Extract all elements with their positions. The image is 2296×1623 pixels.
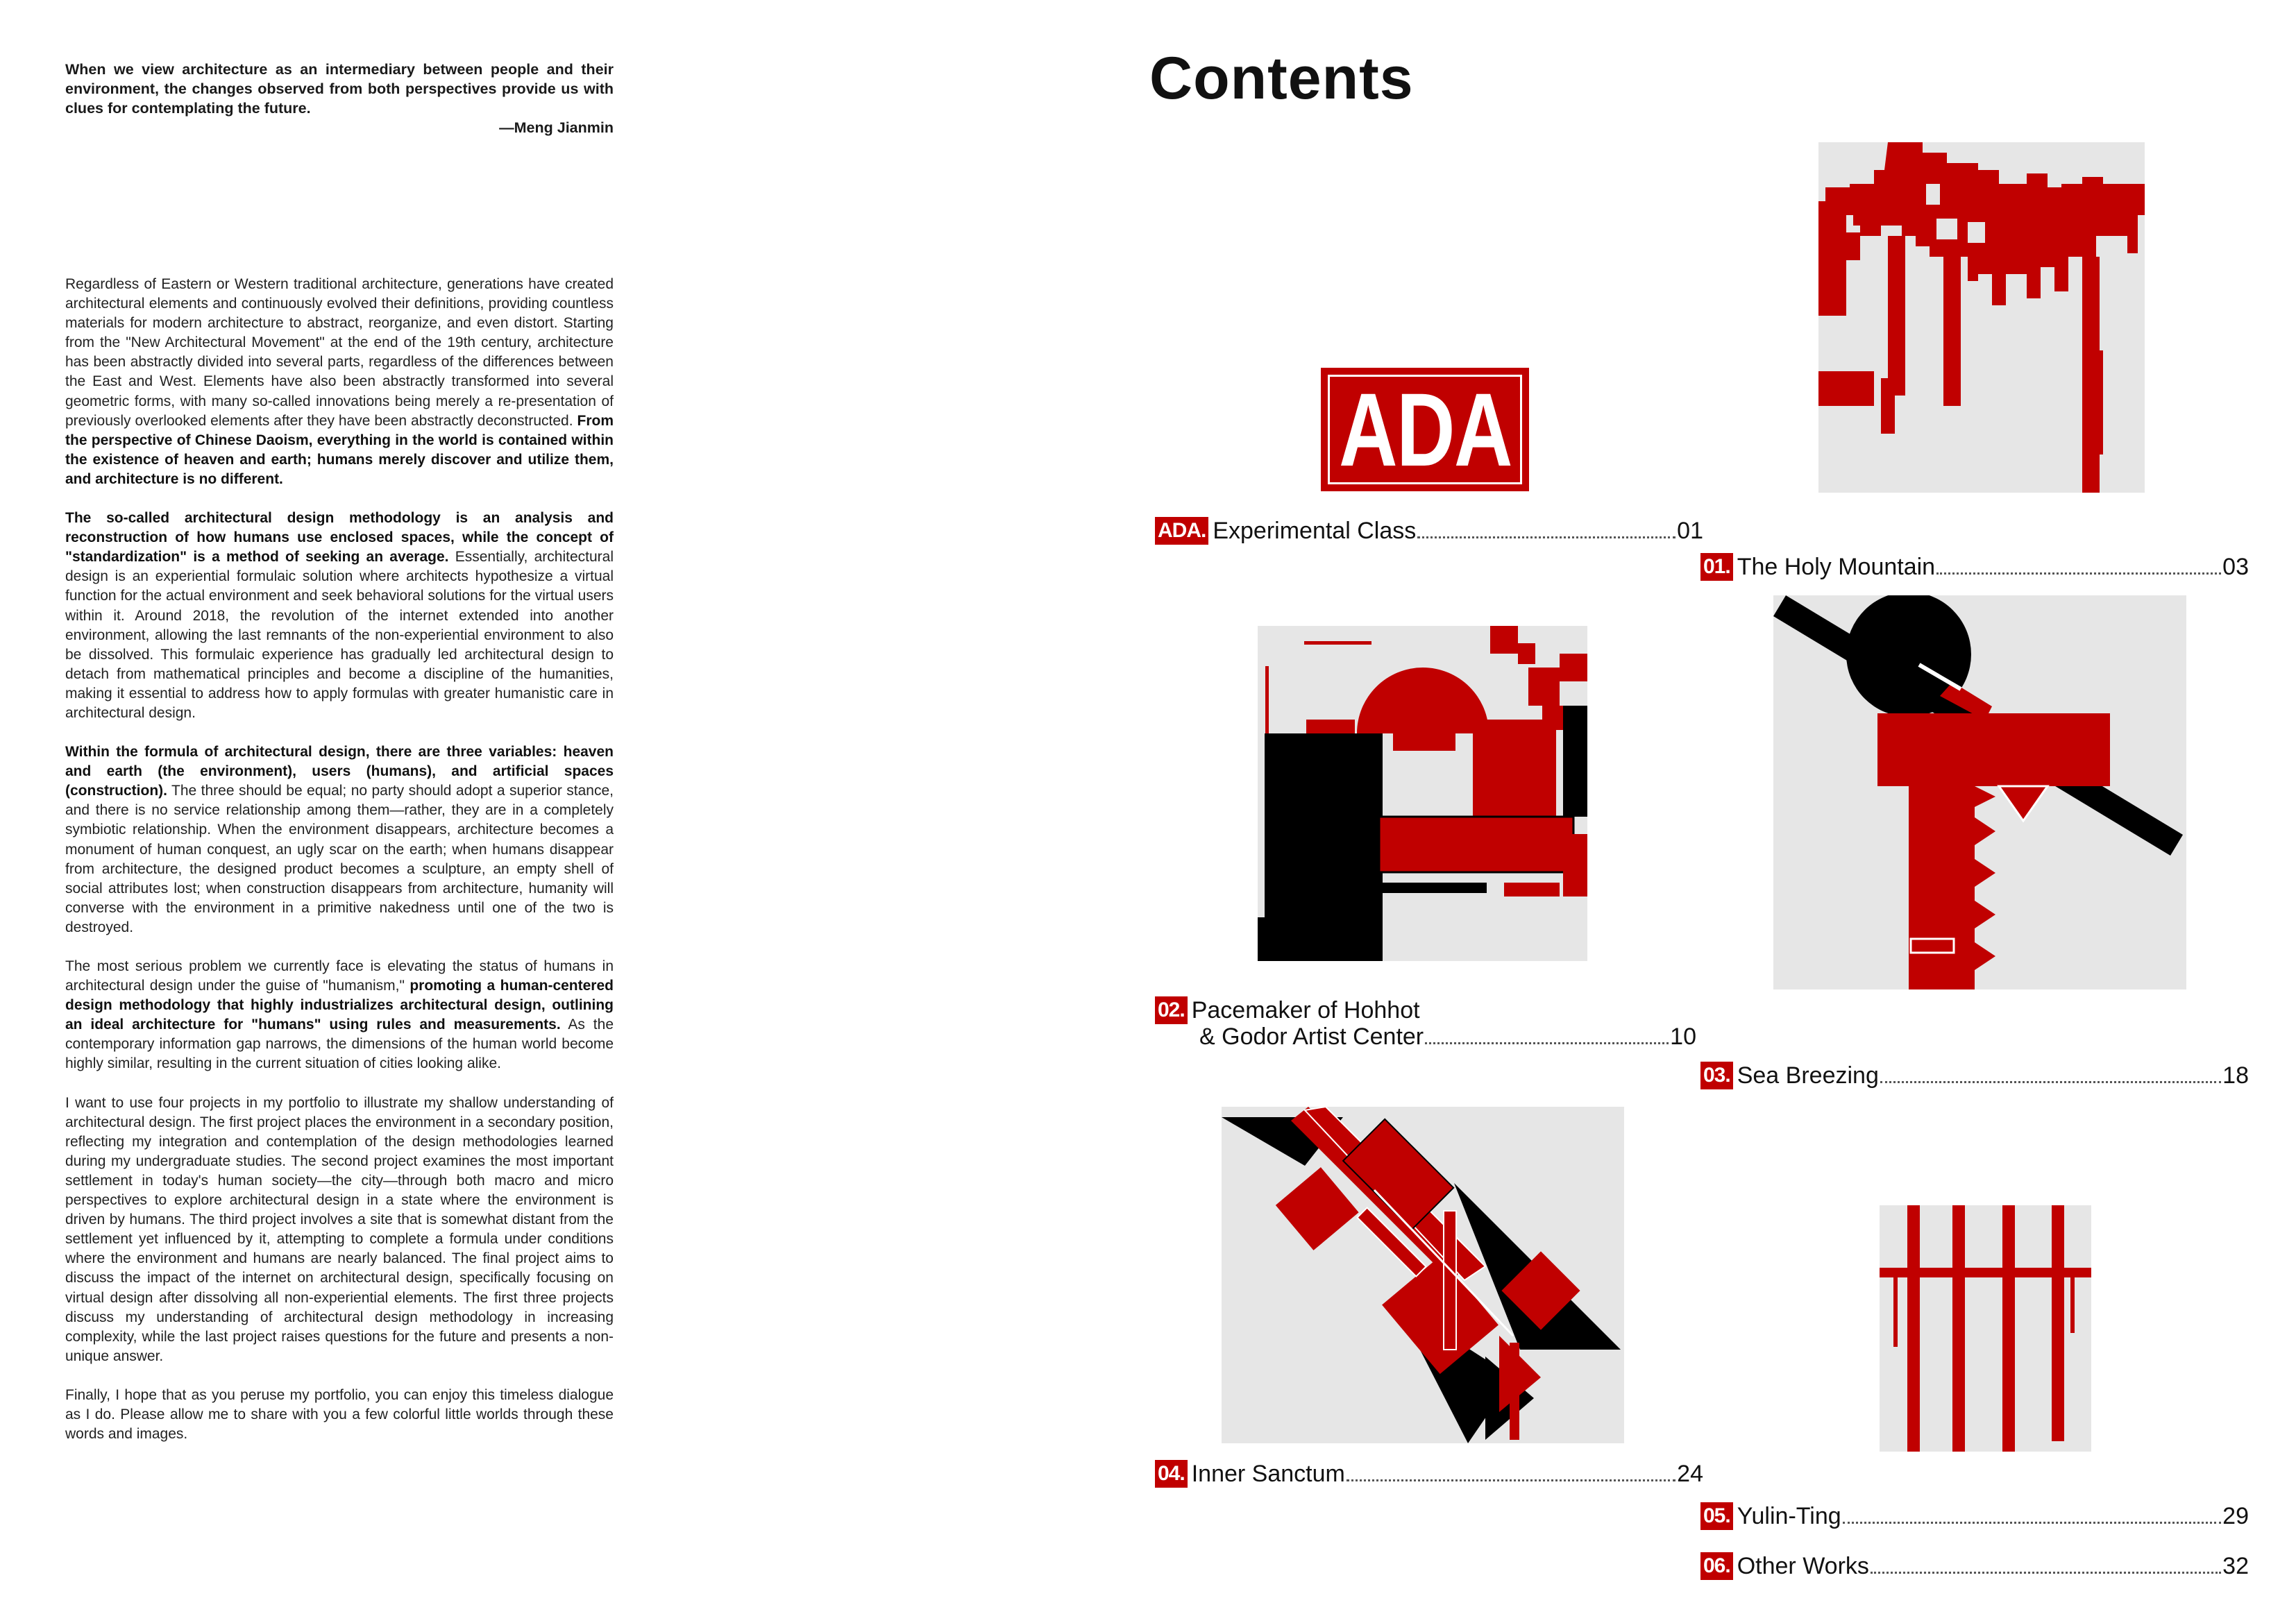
essay-paragraph [65, 1386, 614, 1444]
essay-body [65, 275, 614, 1463]
toc-entry-holy-mountain[interactable] [1700, 553, 2249, 581]
toc-entry-pacemaker-line2[interactable] [1199, 1023, 1696, 1051]
essay-paragraph [65, 742, 614, 937]
toc-entry-number: 01. [1700, 553, 1733, 581]
yulin-ting-illustration [1880, 1205, 2091, 1452]
toc-entry-page: 29 [2222, 1503, 2249, 1529]
toc-entry-sea-breezing[interactable] [1700, 1062, 2249, 1089]
toc-entry-page: 10 [1670, 1023, 1696, 1050]
toc-entry-label: Pacemaker of Hohhot [1191, 997, 1420, 1023]
epigraph-quote: When we view architecture as an intermediary between people and their environment, the changes observed from both perspectives provide us with clues for contemplating the future. [65, 61, 614, 117]
essay-emphasis: Within the formula of architectural design, there are three variables: heaven and earth (the environment), users (humans), and artificial spaces (construction). [65, 744, 614, 799]
epigraph [65, 60, 614, 137]
essay-text: Finally, I hope that as you peruse my portfolio, you can enjoy this timeless dialogue as I do. Please allow me to share with you a few colorful little worlds through these words and images. [65, 1386, 614, 1443]
essay-paragraph [65, 1094, 614, 1366]
toc-entry-page: 24 [1677, 1461, 1703, 1487]
toc-leader-dots [1347, 1479, 1675, 1481]
toc-leader-dots [1425, 1042, 1669, 1044]
sea-breezing-illustration [1773, 595, 2190, 994]
toc-entry-label: Sea Breezing [1737, 1062, 1879, 1089]
toc-leader-dots [1936, 572, 2221, 575]
toc-entry-pacemaker[interactable] [1155, 996, 1696, 1024]
toc-entry-yulin-ting[interactable] [1700, 1502, 2249, 1530]
essay-paragraph [65, 957, 614, 1074]
toc-entry-label-line2: & Godor Artist Center [1199, 1023, 1424, 1050]
essay-text: Regardless of Eastern or Western traditional architecture, generations have created architectural elements and continuously evolved their definitions, providing countless materials for modern architecture to abstract, reorganize, and even distort. Starting from the "New Architectural Movement" at the end of the 19th century, architecture has been abstractly divided into several parts, regardless of the differences between the East and West. Elements have also been abstractly transformed into several geometric forms, with many so-called innovations being merely a re-presentation of previously overlooked elements after they have been abstractly deconstructed. [65, 276, 614, 429]
essay-emphasis: promoting a human-centered design methodology that highly industrializes architectural design, outlining an ideal architecture for "humans" using rules and measurements. [65, 978, 614, 1033]
toc-entry-label: The Holy Mountain [1737, 554, 1936, 580]
toc-entry-number: 03. [1700, 1062, 1733, 1089]
toc-entry-number: 04. [1155, 1460, 1188, 1488]
toc-entry-label: Experimental Class [1213, 518, 1417, 544]
inner-sanctum-illustration [1222, 1107, 1624, 1443]
essay-paragraph [65, 509, 614, 723]
essay-text: The most serious problem we currently face is elevating the status of humans in architectural design under the guise of "humanism," [65, 958, 614, 994]
toc-entry-other-works[interactable] [1700, 1552, 2249, 1580]
toc-leader-dots [1880, 1081, 2221, 1083]
ada-logo-text: ADA [1338, 371, 1512, 488]
ada-logo [1321, 368, 1529, 491]
toc-leader-dots [1417, 536, 1675, 538]
essay-paragraph [65, 275, 614, 489]
toc-leader-dots [1843, 1522, 2222, 1524]
essay-emphasis: From the perspective of Chinese Daoism, everything in the world is contained within the existence of heaven and earth; humans merely discover and utilize them, and architecture is no different. [65, 412, 614, 487]
toc-entry-page: 03 [2222, 554, 2249, 580]
toc-leader-dots [1871, 1572, 2221, 1574]
contents-title: Contents [1149, 45, 1414, 112]
ada-logo-frame [1328, 371, 1522, 488]
toc-entry-page: 32 [2222, 1553, 2249, 1579]
toc-entry-number: ADA. [1155, 517, 1208, 545]
essay-emphasis: The so-called architectural design methodology is an analysis and reconstruction of how humans use enclosed spaces, while the concept of "standardization" is a method of seeking an average. [65, 510, 614, 566]
essay-text: Essentially, architectural design is an experiential formulaic solution where architects hypothesize a virtual function for the actual environment and seek behavioral solutions for the virtual users within it. Around 2018, the revolution of the internet extended into another environment, allowing the last remnants of the non-experiential environment to also be dissolved. This formulaic experience has gradually led architectural design to detach from mathematical principles and become a discipline of the humanities, making it essential to address how to apply formulas with greater humanistic care in architectural design. [65, 549, 614, 721]
pacemaker-illustration [1258, 626, 1587, 961]
holy-mountain-illustration [1818, 142, 2145, 493]
toc-entry-inner-sanctum[interactable] [1155, 1460, 1703, 1488]
toc-entry-number: 02. [1155, 996, 1188, 1024]
essay-text: As the contemporary information gap narrows, the dimensions of the human world become highly similar, resulting in the current situation of cities looking alike. [65, 1017, 614, 1072]
toc-entry-page: 01 [1677, 518, 1703, 544]
toc-entry-number: 05. [1700, 1502, 1733, 1530]
toc-entry-label: Yulin-Ting [1737, 1503, 1841, 1529]
toc-entry-page: 18 [2222, 1062, 2249, 1089]
toc-entry-label: Other Works [1737, 1553, 1869, 1579]
essay-text: I want to use four projects in my portfolio to illustrate my shallow understanding of architectural design. The first project places the environment in a secondary position, reflecting my integration and contemplation of the design methodologies learned during my undergraduate studies. The second project examines the most important settlement in today's human society—the city—through both macro and micro perspectives to explore architectural design in a state where the environment is driven by humans. The third project involves a site that is somewhat distant from the settlement yet influenced by it, attempting to complete a formula under conditions where the environment and humans are nearly balanced. The final project aims to discuss the impact of the internet on architectural design, specifically focusing on virtual design after dissolving all non-experiential elements. The first three projects discuss my understanding of architectural design methodology in increasing complexity, while the last project raises questions for the future and presents a non-unique answer. [65, 1094, 614, 1364]
essay-text: The three should be equal; no party should adopt a superior stance, and there is no service relationship among them—rather, they are in a completely symbiotic relationship. When the environment disappears, architecture becomes a monument of human conquest, an ugly scar on the earth; when humans disappear from architecture, the designed product becomes a sculpture, an empty shell of social attributes lost; when construction disappears from architecture, humanity will converse with the environment in a primitive nakedness until one of the two is destroyed. [65, 783, 614, 935]
epigraph-author: —Meng Jianmin [499, 119, 614, 136]
toc-entry-ada[interactable] [1155, 517, 1703, 545]
toc-entry-number: 06. [1700, 1552, 1733, 1580]
toc-entry-label: Inner Sanctum [1191, 1461, 1345, 1487]
